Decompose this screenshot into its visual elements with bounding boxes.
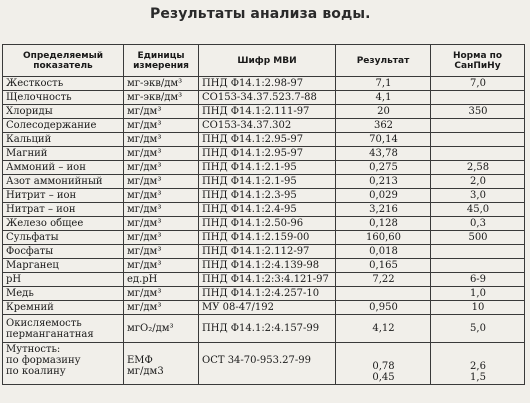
table-row: [3, 119, 525, 133]
unit-cell: ЕМФ мг/дм3: [124, 343, 199, 385]
method-cell: ПНД Ф14.1:2.112-97: [199, 245, 336, 259]
unit-cell: мг/дм³: [124, 245, 199, 259]
result-cell: 0,018: [336, 245, 431, 259]
result-cell: 7,22: [336, 273, 431, 287]
unit-cell: мг/дм³: [124, 287, 199, 301]
method-cell: ПНД Ф14.1:2.4-95: [199, 203, 336, 217]
table-row: [3, 133, 525, 147]
table-row: [3, 245, 525, 259]
unit-cell: мг/дм³: [124, 133, 199, 147]
norm-cell: [431, 147, 525, 161]
page-title: Результаты анализа воды.: [150, 6, 371, 22]
table-row-oxidability: [3, 315, 525, 343]
norm-cell: 7,0: [431, 77, 525, 91]
indicator-cell: Марганец: [3, 259, 124, 273]
method-cell: СО153-34.37.523.7-88: [199, 91, 336, 105]
header-indicator: Определяемый показатель: [3, 45, 124, 77]
norm-cell: 350: [431, 105, 525, 119]
indicator-cell: Железо общее: [3, 217, 124, 231]
table-row: [3, 105, 525, 119]
norm-cell: [431, 119, 525, 133]
result-cell: 0,165: [336, 259, 431, 273]
norm-cell: [431, 245, 525, 259]
result-cell: 0,275: [336, 161, 431, 175]
method-cell: ПНД Ф14.1:2:4.139-98: [199, 259, 336, 273]
result-cell: 0,950: [336, 301, 431, 315]
table-body: [3, 77, 525, 385]
indicator-cell: Окисляемость перманганатная: [3, 315, 124, 343]
unit-cell: мг-экв/дм³: [124, 77, 199, 91]
indicator-cell: Хлориды: [3, 105, 124, 119]
unit-cell: ед.pH: [124, 273, 199, 287]
method-cell: ПНД Ф14.1:2.3-95: [199, 189, 336, 203]
norm-cell: 1,0: [431, 287, 525, 301]
method-cell: ПНД Ф14.1:2.1-95: [199, 175, 336, 189]
indicator-cell: Аммоний – ион: [3, 161, 124, 175]
header-unit: Единицы измерения: [124, 45, 199, 77]
header-norm: Норма по СанПиНу: [431, 45, 525, 77]
result-cell: 43,78: [336, 147, 431, 161]
method-cell: ПНД Ф14.1:2.159-00: [199, 231, 336, 245]
method-cell: ПНД Ф14.1:2.1-95: [199, 161, 336, 175]
indicator-cell: Щелочность: [3, 91, 124, 105]
method-cell: ПНД Ф14.1:2:3:4.121-97: [199, 273, 336, 287]
unit-cell: мгO₂/дм³: [124, 315, 199, 343]
norm-cell: [431, 133, 525, 147]
method-cell: ПНД Ф14.1:2:4.257-10: [199, 287, 336, 301]
result-cell: 160,60: [336, 231, 431, 245]
table-row: [3, 189, 525, 203]
norm-cell: [431, 259, 525, 273]
result-cell: 3,216: [336, 203, 431, 217]
unit-cell: мг/дм³: [124, 161, 199, 175]
water-analysis-table: [2, 44, 525, 385]
norm-cell: 5,0: [431, 315, 525, 343]
indicator-cell: Нитрит – ион: [3, 189, 124, 203]
indicator-cell: Азот аммонийный: [3, 175, 124, 189]
method-cell: МУ 08-47/192: [199, 301, 336, 315]
result-cell: 20: [336, 105, 431, 119]
table-row: [3, 175, 525, 189]
indicator-cell: Кальций: [3, 133, 124, 147]
method-cell: ПНД Ф14.1:2.95-97: [199, 133, 336, 147]
unit-cell: мг/дм³: [124, 203, 199, 217]
norm-cell: 0,3: [431, 217, 525, 231]
result-cell: 0,78 0,45: [336, 343, 431, 385]
unit-cell: мг/дм³: [124, 189, 199, 203]
unit-cell: мг/дм³: [124, 119, 199, 133]
result-cell: 0,213: [336, 175, 431, 189]
result-cell: 0,029: [336, 189, 431, 203]
norm-cell: 2,58: [431, 161, 525, 175]
header-method: Шифр МВИ: [199, 45, 336, 77]
indicator-cell: Магний: [3, 147, 124, 161]
table-row: [3, 287, 525, 301]
table-row: [3, 91, 525, 105]
norm-cell: 10: [431, 301, 525, 315]
table-row-turbidity: [3, 343, 525, 385]
table-row: [3, 231, 525, 245]
result-cell: 4,1: [336, 91, 431, 105]
header-result: Результат: [336, 45, 431, 77]
table-row: [3, 161, 525, 175]
table-row: [3, 147, 525, 161]
result-cell: 4,12: [336, 315, 431, 343]
norm-cell: [431, 91, 525, 105]
norm-cell: 500: [431, 231, 525, 245]
result-cell: [336, 287, 431, 301]
result-cell: 0,128: [336, 217, 431, 231]
norm-cell: 2,6 1,5: [431, 343, 525, 385]
indicator-cell: Солесодержание: [3, 119, 124, 133]
table-header-row: [3, 45, 525, 77]
indicator-cell: Нитрат – ион: [3, 203, 124, 217]
method-cell: ПНД Ф14.1:2.95-97: [199, 147, 336, 161]
table-row: [3, 259, 525, 273]
unit-cell: мг/дм³: [124, 105, 199, 119]
indicator-cell: Сульфаты: [3, 231, 124, 245]
norm-cell: 45,0: [431, 203, 525, 217]
indicator-cell: Медь: [3, 287, 124, 301]
method-cell: СО153-34.37.302: [199, 119, 336, 133]
method-cell: ПНД Ф14.1:2.98-97: [199, 77, 336, 91]
unit-cell: мг/дм³: [124, 217, 199, 231]
norm-cell: 2,0: [431, 175, 525, 189]
indicator-cell: pH: [3, 273, 124, 287]
unit-cell: мг/дм³: [124, 259, 199, 273]
indicator-cell: Мутность: по формазину по коалину: [3, 343, 124, 385]
result-cell: 70,14: [336, 133, 431, 147]
norm-cell: 6-9: [431, 273, 525, 287]
norm-cell: 3,0: [431, 189, 525, 203]
result-cell: 7,1: [336, 77, 431, 91]
table-row: [3, 77, 525, 91]
table-row: [3, 273, 525, 287]
method-cell: ПНД Ф14.1:2.111-97: [199, 105, 336, 119]
method-cell: ОСТ 34-70-953.27-99: [199, 343, 336, 385]
result-cell: 362: [336, 119, 431, 133]
indicator-cell: Жесткость: [3, 77, 124, 91]
method-cell: ПНД Ф14.1:2:4.157-99: [199, 315, 336, 343]
method-cell: ПНД Ф14.1:2.50-96: [199, 217, 336, 231]
unit-cell: мг/дм³: [124, 175, 199, 189]
indicator-cell: Кремний: [3, 301, 124, 315]
table-row: [3, 301, 525, 315]
indicator-cell: Фосфаты: [3, 245, 124, 259]
table-row: [3, 203, 525, 217]
unit-cell: мг/дм³: [124, 147, 199, 161]
unit-cell: мг/дм³: [124, 231, 199, 245]
unit-cell: мг-экв/дм³: [124, 91, 199, 105]
unit-cell: мг/дм³: [124, 301, 199, 315]
table-row: [3, 217, 525, 231]
